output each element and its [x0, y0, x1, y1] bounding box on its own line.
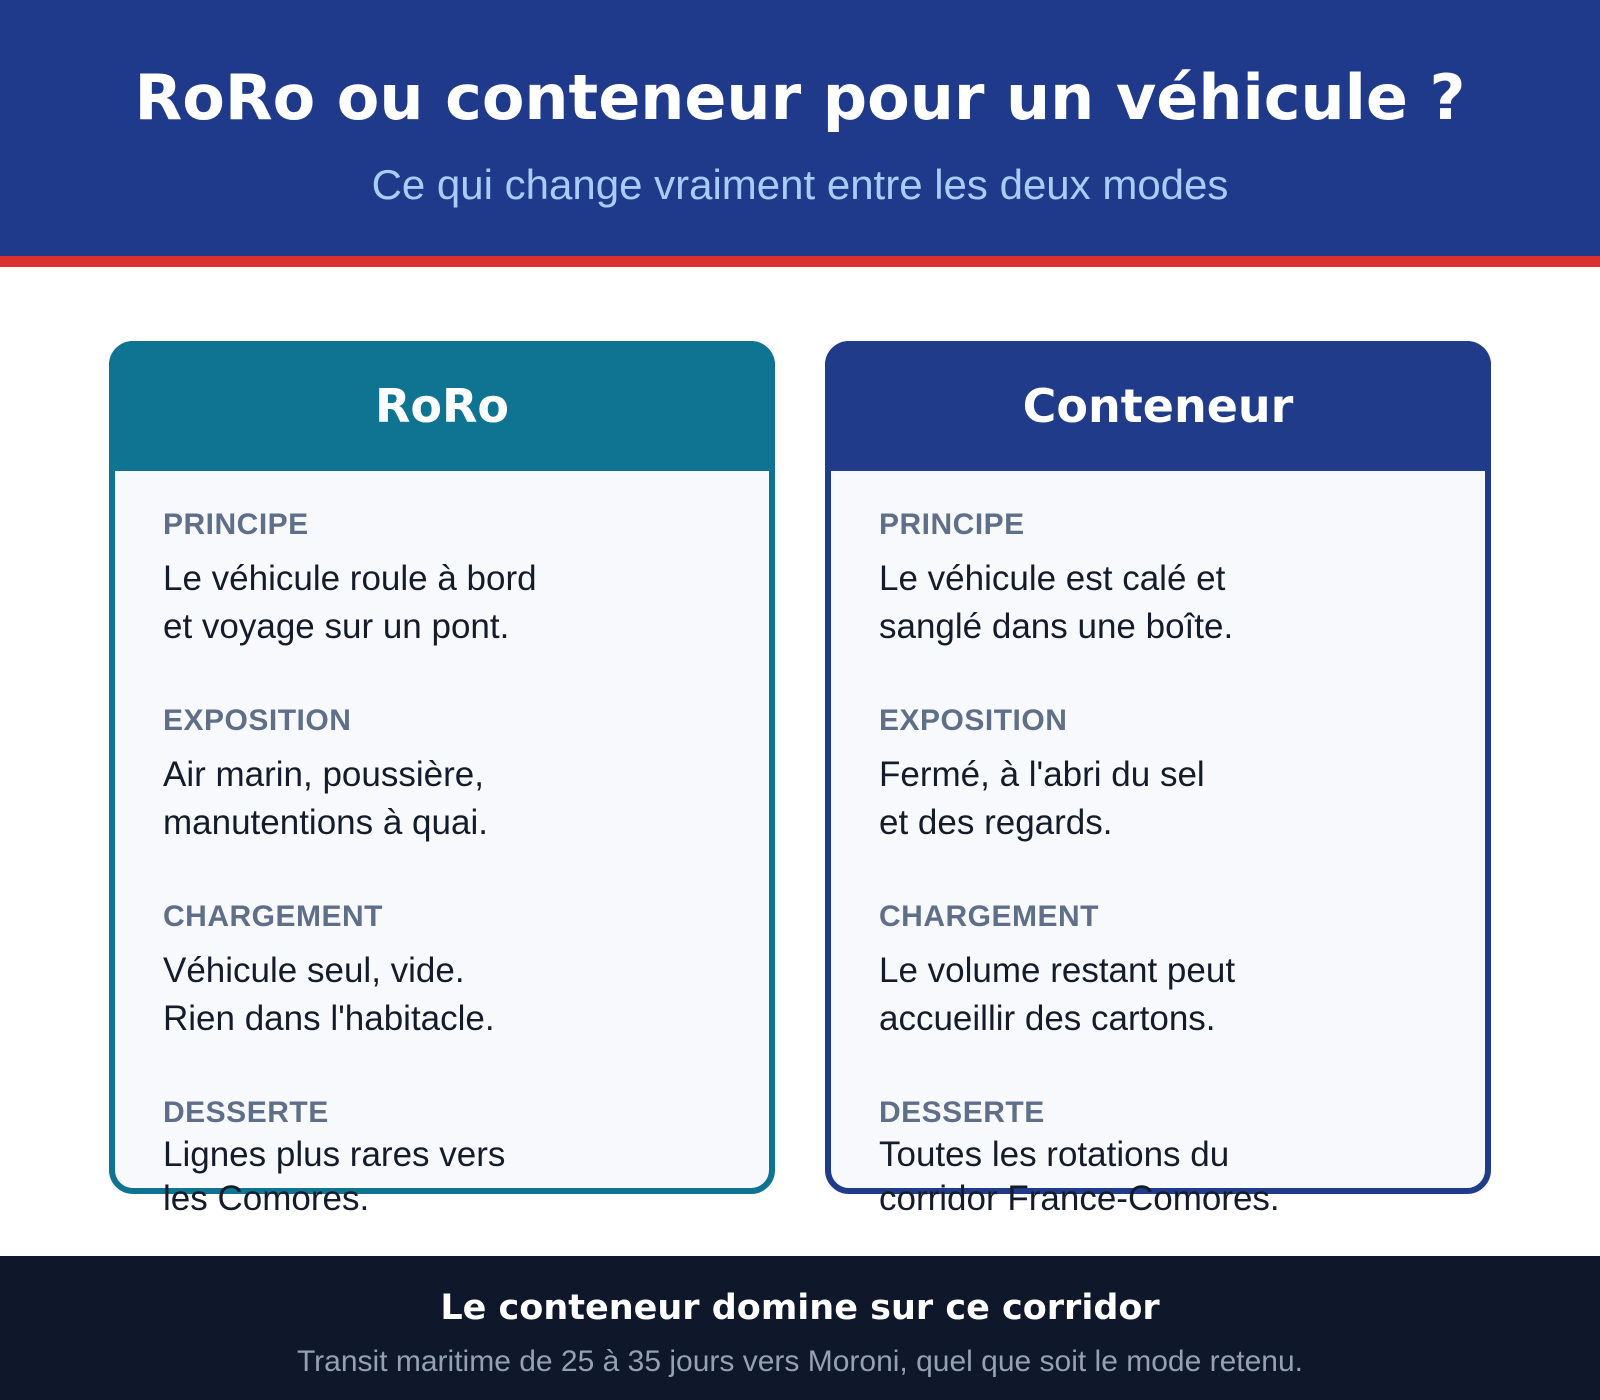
- section-text: Le volume restant peut accueillir des cartons.: [879, 951, 1236, 1038]
- page-title: RoRo ou conteneur pour un véhicule ?: [134, 61, 1466, 134]
- footer-banner: [0, 1256, 1600, 1400]
- footer-title: Le conteneur domine sur ce corridor: [440, 1288, 1160, 1328]
- roro-section-principe: [163, 507, 763, 651]
- conteneur-card-title: Conteneur: [825, 341, 1491, 471]
- conteneur-section-desserte: [879, 1095, 1479, 1221]
- accent-stripe: [0, 256, 1600, 267]
- conteneur-section-principe: [879, 507, 1479, 651]
- footer-subtitle: Transit maritime de 25 à 35 jours vers Moroni, quel que soit le mode retenu.: [296, 1345, 1304, 1378]
- conteneur-card: [825, 341, 1491, 1218]
- section-label: DESSERTE: [879, 1096, 1045, 1129]
- section-label: EXPOSITION: [163, 704, 352, 737]
- page-subtitle: Ce qui change vraiment entre les deux modes: [371, 161, 1229, 208]
- section-text: Toutes les rotations du corridor France-Comores.: [879, 1135, 1280, 1218]
- section-label: CHARGEMENT: [163, 900, 383, 933]
- section-label: DESSERTE: [163, 1096, 329, 1129]
- section-text: Le véhicule est calé et sanglé dans une boîte.: [879, 559, 1234, 646]
- section-label: CHARGEMENT: [879, 900, 1099, 933]
- section-text: Air marin, poussière, manutentions à quai.: [163, 755, 488, 842]
- roro-section-chargement: [163, 899, 763, 1043]
- section-label: EXPOSITION: [879, 704, 1068, 737]
- conteneur-section-exposition: [879, 703, 1479, 847]
- roro-card: [109, 341, 775, 1218]
- roro-card-title: RoRo: [109, 341, 775, 471]
- section-text: Le véhicule roule à bord et voyage sur un pont.: [163, 559, 537, 646]
- section-label: PRINCIPE: [163, 508, 309, 541]
- header-banner: [0, 0, 1600, 256]
- section-text: Fermé, à l'abri du sel et des regards.: [879, 755, 1205, 842]
- section-text: Véhicule seul, vide. Rien dans l'habitacle.: [163, 951, 495, 1038]
- section-label: PRINCIPE: [879, 508, 1025, 541]
- section-text: Lignes plus rares vers les Comores.: [163, 1135, 506, 1218]
- conteneur-section-chargement: [879, 899, 1479, 1043]
- roro-section-desserte: [163, 1095, 763, 1221]
- roro-section-exposition: [163, 703, 763, 847]
